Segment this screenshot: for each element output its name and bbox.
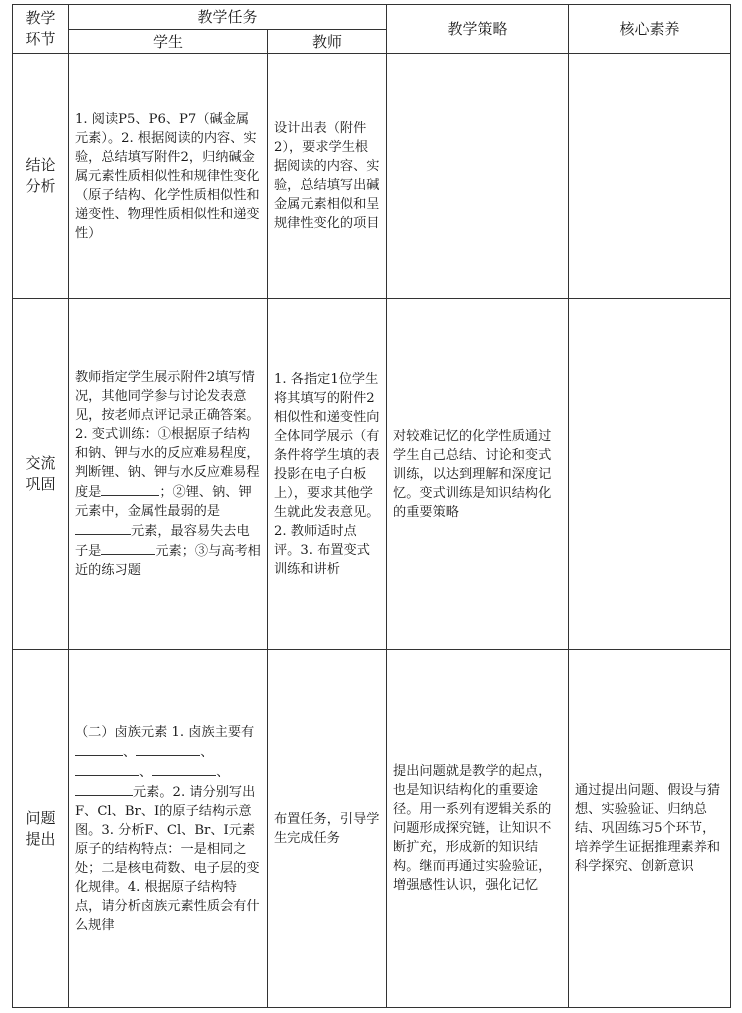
answer-blank	[152, 762, 216, 776]
teacher-task-cell: 设计出表（附件2），要求学生根据阅读的内容、实验，总结填写出碱金属元素相似和呈规律性变化的项目	[268, 54, 387, 299]
student-task-cell: （二）卤族元素 1. 卤族主要有、 、、 、元素。2. 请分别写出F、Cl、Br、I的原子结构示意图。3. 分析F、Cl、Br、I元素原子的结构特点：一是相同之处；二是核电荷数、电子层的变化规律。4. 根据原子结构特点，请分析卤族元素性质会有什么规律	[69, 650, 268, 1008]
answer-blank	[101, 541, 155, 555]
header-tasks: 教学任务	[69, 5, 387, 30]
header-student: 学生	[69, 30, 268, 54]
header-teacher: 教师	[268, 30, 387, 54]
answer-blank	[75, 521, 131, 535]
answer-blank	[101, 482, 159, 496]
stage-cell: 结论 分析	[13, 54, 69, 299]
answer-blank	[75, 762, 139, 776]
teacher-task-cell: 1. 各指定1位学生将其填写的附件2相似性和递变性向全体同学展示（有条件将学生填的表投影在电子白板上），要求其他学生就此发表意见。2. 教师适时点评。3. 布置变式训练和讲析	[268, 299, 387, 650]
stage-cell: 问题 提出	[13, 650, 69, 1008]
header-strategy: 教学策略	[387, 5, 569, 54]
literacy-cell	[569, 299, 731, 650]
answer-blank	[75, 782, 133, 796]
header-literacy: 核心素养	[569, 5, 731, 54]
literacy-cell	[569, 54, 731, 299]
lesson-table	[12, 4, 731, 1008]
student-task-cell: 1. 阅读P5、P6、P7（碱金属元素）。2. 根据阅读的内容、实验，总结填写附件2，归纳碱金属元素性质相似性和规律性变化（原子结构、化学性质相似性和递变性、物理性质相似性和递变性）	[69, 54, 268, 299]
answer-blank	[75, 742, 123, 756]
literacy-cell: 通过提出问题、假设与猜想、实验验证、归纳总结、巩固练习5个环节，培养学生证据推理素养和科学探究、创新意识	[569, 650, 731, 1008]
answer-blank	[136, 742, 200, 756]
strategy-cell	[387, 54, 569, 299]
header-stage: 教学 环节	[13, 5, 69, 54]
table-row	[13, 299, 731, 650]
strategy-cell: 对较难记忆的化学性质通过学生自己总结、讨论和变式训练，以达到理解和深度记忆。变式训练是知识结构化的重要策略	[387, 299, 569, 650]
teacher-task-cell: 布置任务，引导学生完成任务	[268, 650, 387, 1008]
strategy-cell: 提出问题就是教学的起点，也是知识结构化的重要途径。用一系列有逻辑关系的问题形成探究链，让知识不断扩充，形成新的知识结构。继而再通过实验验证，增强感性认识，强化记忆	[387, 650, 569, 1008]
table-row	[13, 54, 731, 299]
table-row	[13, 650, 731, 1008]
stage-cell: 交流 巩固	[13, 299, 69, 650]
student-task-cell: 教师指定学生展示附件2填写情况，其他同学参与讨论发表意见，按老师点评记录正确答案。2. 变式训练：①根据原子结构和钠、钾与水的反应难易程度，判断锂、钠、钾与水反应难易程度是 ；②锂、钠、钾元素中，金属性最弱的是元素，最容易失去电子是 元素；③与高考相近的练习题	[69, 299, 268, 650]
